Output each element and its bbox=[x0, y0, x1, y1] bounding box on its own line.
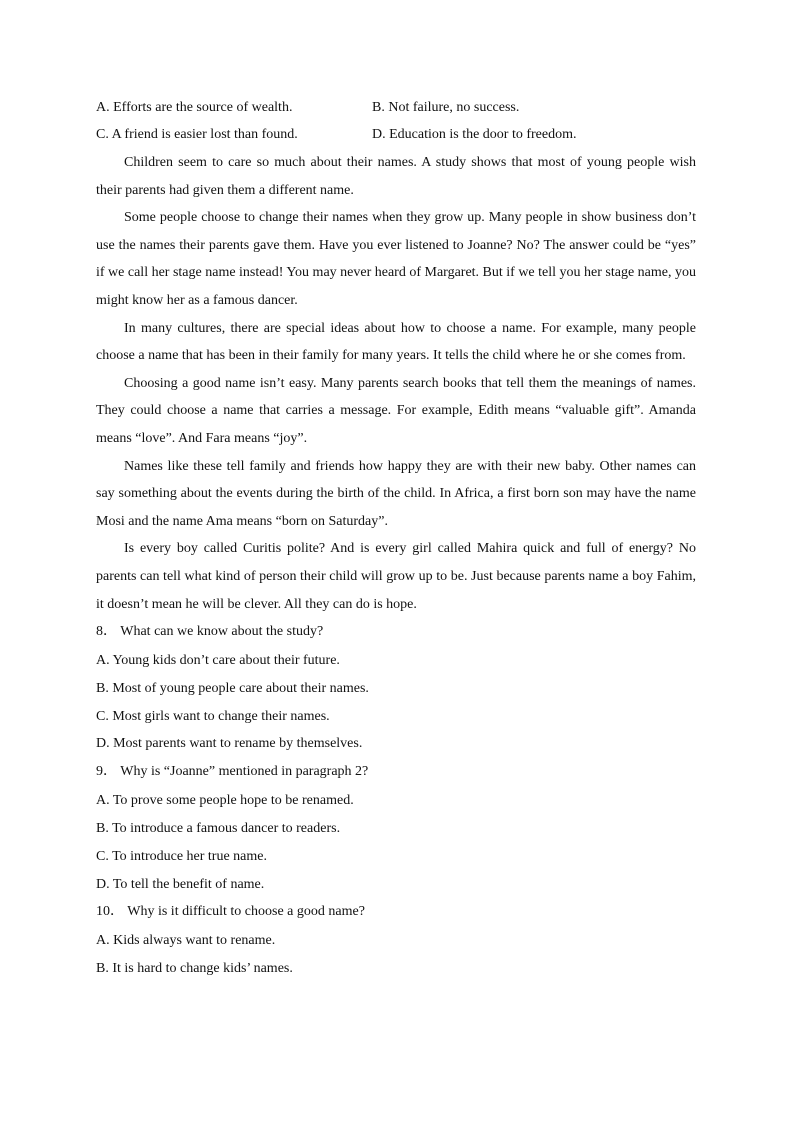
option-d[interactable]: D. Most parents want to rename by themselves. bbox=[96, 736, 363, 752]
reading-passage bbox=[96, 149, 696, 618]
passage-paragraph-6: Is every boy called Curitis polite? And is every girl called Mahira quick and full of energy? No parents can tell what kind of person their child will grow up to be. Just because parents name a boy Fahim, it doesn’t mean he will be clever. All they can do is hope. bbox=[96, 541, 696, 612]
prev-option-b: B. Not failure, no success. bbox=[372, 99, 520, 115]
worksheet-page bbox=[96, 94, 696, 983]
option-a[interactable]: A. To prove some people hope to be renamed. bbox=[96, 793, 354, 809]
option-a[interactable]: A. Kids always want to rename. bbox=[96, 933, 276, 949]
question-10 bbox=[96, 898, 696, 983]
passage-paragraph-4: Choosing a good name isn’t easy. Many parents search books that tell them the meanings of names. They could choose a name that carries a message. For example, Edith means “valuable gift”. Amanda means “love”. And Fara means “joy”. bbox=[96, 375, 696, 446]
question-9 bbox=[96, 758, 696, 898]
passage-paragraph-2: Some people choose to change their names when they grow up. Many people in show business don’t use the names their parents gave them. Have you ever listened to Joanne? No? The answer could be “yes” if we call her stage name instead! You may never heard of Margaret. But if we tell you her stage name, you might know her as a famous dancer. bbox=[96, 210, 696, 308]
prev-option-c: C. A friend is easier lost than found. bbox=[96, 127, 298, 143]
prev-option-a: A. Efforts are the source of wealth. bbox=[96, 99, 293, 115]
option-a[interactable]: A. Young kids don’t care about their future. bbox=[96, 653, 340, 669]
prev-options-row-2 bbox=[96, 122, 696, 150]
passage-paragraph-1: Children seem to care so much about their names. A study shows that most of young people wish their parents had given them a different name. bbox=[96, 155, 696, 198]
option-d[interactable]: D. To tell the benefit of name. bbox=[96, 876, 265, 892]
option-c[interactable]: C. To introduce her true name. bbox=[96, 848, 267, 864]
passage-paragraph-3: In many cultures, there are special ideas about how to choose a name. For example, many people choose a name that has been in their family for many years. It tells the child where he or she comes from. bbox=[96, 320, 696, 364]
passage-paragraph-5: Names like these tell family and friends how happy they are with their new baby. Other names can say something about the events during the birth of the child. In Africa, a first born son may have the name Mosi and the name Ama means “born on Saturday”. bbox=[96, 458, 696, 529]
option-b[interactable]: B. Most of young people care about their names. bbox=[96, 680, 369, 696]
question-8 bbox=[96, 618, 696, 758]
question-stem: 10． Why is it difficult to choose a good name? bbox=[96, 904, 365, 920]
option-b[interactable]: B. It is hard to change kids’ names. bbox=[96, 961, 293, 977]
option-b[interactable]: B. To introduce a famous dancer to readers. bbox=[96, 821, 341, 837]
question-stem: 9． Why is “Joanne” mentioned in paragraph 2? bbox=[96, 764, 369, 780]
prev-options-row-1 bbox=[96, 94, 696, 122]
question-stem: 8． What can we know about the study? bbox=[96, 624, 324, 640]
prev-option-d: D. Education is the door to freedom. bbox=[372, 127, 577, 143]
option-c[interactable]: C. Most girls want to change their names. bbox=[96, 708, 330, 724]
